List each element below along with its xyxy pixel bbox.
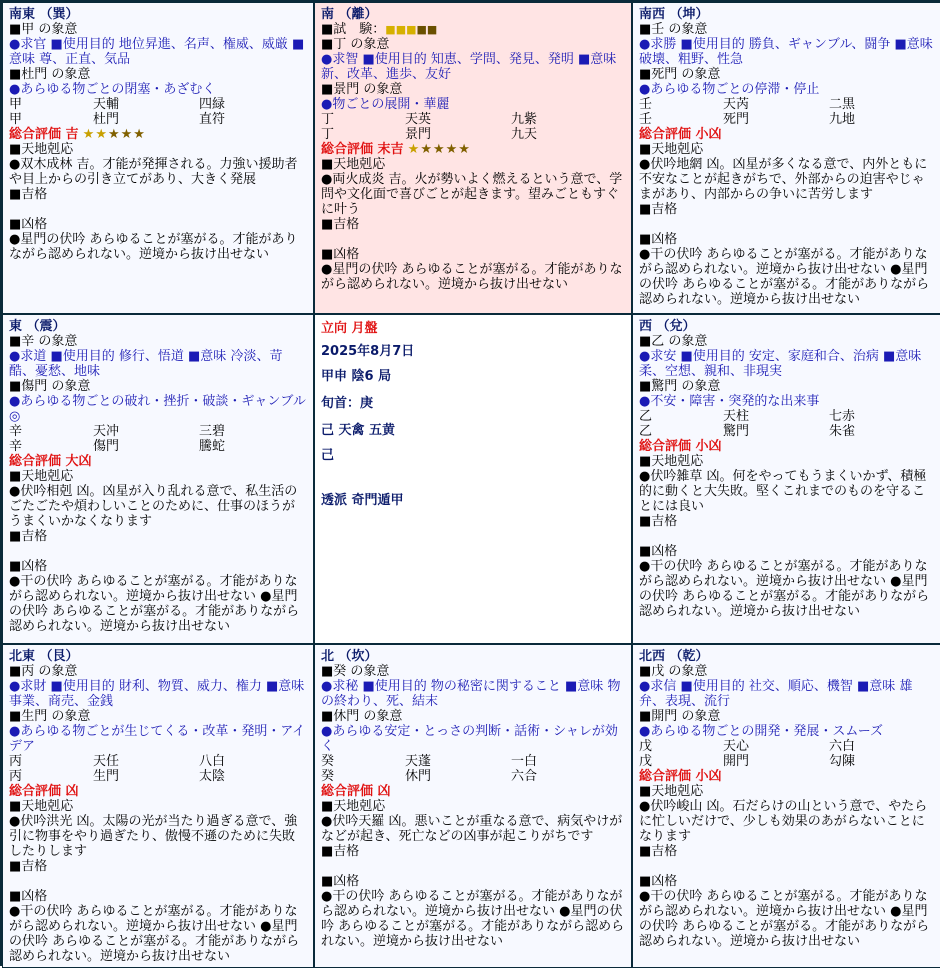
rating-label: 総合評価 小凶 bbox=[639, 127, 722, 142]
rating-stars bbox=[408, 142, 471, 157]
tenchi-desc: ●伏吟雑草 凶。何をやってもうまくいかず、積極的に動くと大失敗。堅くこれまでのものを守ることには良い bbox=[639, 469, 927, 514]
palace-table bbox=[321, 754, 625, 784]
kyo-desc: ●干の伏吟 あらゆることが塞がる。才能がありながら認められない。逆境から抜け出せない ●星門の伏吟 あらゆることが塞がる。才能がありながら認められない。逆境から抜け出せない bbox=[9, 904, 300, 964]
tenchi-desc: ●伏吟地網 凶。凶星が多くなる意で、内外ともに不安なことが起きがちで、外部からの迫害やじゃまがあり、内部からの争いに苦労します bbox=[639, 157, 928, 202]
table-cell: 四緑 bbox=[199, 97, 226, 112]
gate-desc: ●あらゆる物ごとの閉塞・あざむく bbox=[9, 82, 216, 97]
kichi-desc bbox=[321, 859, 625, 874]
tenchi-heading: ■天地剋応 bbox=[9, 142, 74, 157]
table-cell: 二黒 bbox=[829, 97, 856, 112]
tenchi-heading: ■天地剋応 bbox=[9, 799, 74, 814]
table-cell: 甲 bbox=[9, 97, 23, 112]
table-cell: 天芮 bbox=[723, 97, 750, 112]
table-cell: 生門 bbox=[93, 769, 120, 784]
table-cell: 天蓬 bbox=[405, 754, 432, 769]
palace-north bbox=[314, 644, 632, 968]
table-cell: 直符 bbox=[199, 112, 226, 127]
star-filled-icon: ★★ bbox=[82, 127, 108, 142]
kanshi-heading: ■丁 の象意 bbox=[321, 37, 390, 52]
tenchi-desc: ●両火成炎 吉。火が勢いよく燃えるという意で、学問や文化面で喜びごとが起きます。望みごともすぐに叶う bbox=[321, 172, 623, 217]
table-cell: 壬 bbox=[639, 97, 653, 112]
table-cell: 休門 bbox=[405, 769, 432, 784]
table-cell: 杜門 bbox=[93, 112, 120, 127]
kichi-heading: ■吉格 bbox=[9, 859, 48, 874]
gate-heading: ■景門 の象意 bbox=[321, 82, 403, 97]
table-cell: 朱雀 bbox=[829, 424, 856, 439]
board-date: 2025年8月7日 bbox=[321, 344, 415, 359]
table-cell: 天任 bbox=[93, 754, 120, 769]
rating-label: 総合評価 凶 bbox=[321, 784, 391, 799]
palace-southeast bbox=[2, 2, 314, 314]
board-title: 立向 月盤 bbox=[321, 321, 378, 336]
table-cell: 丁 bbox=[321, 127, 335, 142]
table-cell: 天輔 bbox=[93, 97, 120, 112]
rating-row bbox=[9, 127, 307, 142]
kanshi-heading: ■戊 の象意 bbox=[639, 664, 708, 679]
table-cell: 驚門 bbox=[723, 424, 750, 439]
gate-heading: ■休門 の象意 bbox=[321, 709, 403, 724]
center-star: 己 天禽 五黄 bbox=[321, 423, 396, 438]
kichi-desc bbox=[9, 874, 307, 889]
palace-center bbox=[314, 314, 632, 644]
tenchi-desc: ●伏吟峻山 凶。石だらけの山という意で、やたらに忙しいだけで、少しも効果のあがらないことになります bbox=[639, 799, 928, 844]
gate-desc: ●あらゆる物ごとの開発・発展・スムーズ bbox=[639, 724, 884, 739]
rating-label: 総合評価 小凶 bbox=[639, 439, 722, 454]
table-cell: 癸 bbox=[321, 754, 335, 769]
kichi-desc bbox=[321, 232, 625, 247]
kichi-heading: ■吉格 bbox=[639, 202, 678, 217]
palace-title: 北 （坎） bbox=[321, 649, 378, 664]
exam-label: ■試 験： bbox=[321, 22, 386, 37]
table-cell: 天冲 bbox=[93, 424, 120, 439]
palace-title: 南西 （坤） bbox=[639, 7, 709, 22]
palace-title: 北西 （乾） bbox=[639, 649, 709, 664]
rating-label: 総合評価 小凶 bbox=[639, 769, 722, 784]
table-cell: 辛 bbox=[9, 424, 23, 439]
tenchi-heading: ■天地剋応 bbox=[639, 784, 704, 799]
kichi-desc bbox=[9, 544, 307, 559]
table-cell: 丙 bbox=[9, 754, 23, 769]
kichi-desc bbox=[639, 217, 935, 232]
kyo-desc: ●干の伏吟 あらゆることが塞がる。才能がありながら認められない。逆境から抜け出せない ●星門の伏吟 あらゆることが塞がる。才能がありながら認められない。逆境から抜け出せない bbox=[639, 889, 930, 949]
kanshi-desc: ●求信 ■使用目的 社交、順応、機智 ■意味 雄弁、表現、流行 bbox=[639, 679, 913, 709]
table-cell: 九天 bbox=[511, 127, 538, 142]
table-cell: 傷門 bbox=[93, 439, 120, 454]
table-cell: 乙 bbox=[639, 424, 653, 439]
kanshi-desc: ●求道 ■使用目的 修行、悟道 ■意味 冷淡、苛酷、憂愁、地味 bbox=[9, 349, 283, 379]
tenchi-heading: ■天地剋応 bbox=[639, 454, 704, 469]
kanshi-desc: ●求財 ■使用目的 財利、物質、威力、権力 ■意味 事業、商売、金銭 bbox=[9, 679, 305, 709]
table-cell: 六合 bbox=[511, 769, 538, 784]
rating-label: 総合評価 大凶 bbox=[9, 454, 92, 469]
gate-desc: ●あらゆる安定・とっさの判断・話術・シャレが効く bbox=[321, 724, 618, 754]
kanshi-desc: ●求官 ■使用目的 地位昇進、名声、権威、威厳 ■意味 尊、正直、気品 bbox=[9, 37, 305, 67]
kanshi-heading: ■甲 の象意 bbox=[9, 22, 78, 37]
tenchi-heading: ■天地剋応 bbox=[321, 799, 386, 814]
board-school: 透派 奇門遁甲 bbox=[321, 493, 404, 508]
table-cell: 戊 bbox=[639, 754, 653, 769]
palace-west bbox=[632, 314, 940, 644]
gate-desc: ●物ごとの展開・華麗 bbox=[321, 97, 450, 112]
palace-title: 南 （離） bbox=[321, 7, 378, 22]
palace-title: 北東 （艮） bbox=[9, 649, 79, 664]
kanshi-heading: ■壬 の象意 bbox=[639, 22, 708, 37]
table-cell: 景門 bbox=[405, 127, 432, 142]
rating-stars bbox=[83, 127, 146, 142]
star-empty-icon: ★★★ bbox=[107, 127, 146, 142]
table-cell: 甲 bbox=[9, 112, 23, 127]
gate-heading: ■生門 の象意 bbox=[9, 709, 91, 724]
table-cell: 勾陳 bbox=[829, 754, 856, 769]
gate-desc: ●不安・障害・突発的な出来事 bbox=[639, 394, 820, 409]
meter-filled-icon: ■■■ bbox=[385, 23, 417, 36]
palace-title: 東 （震） bbox=[9, 319, 66, 334]
board-shunshu: 旬首：庚 bbox=[321, 396, 374, 411]
table-cell: 七赤 bbox=[829, 409, 856, 424]
table-cell: 癸 bbox=[321, 769, 335, 784]
rating-row bbox=[321, 142, 625, 157]
kanshi-desc: ●求智 ■使用目的 知恵、学問、発見、発明 ■意味 新、改革、進歩、友好 bbox=[321, 52, 617, 82]
table-cell: 開門 bbox=[723, 754, 750, 769]
kyo-heading: ■凶格 bbox=[9, 889, 48, 904]
palace-southwest bbox=[632, 2, 940, 314]
gate-desc: ●あらゆる物ごとの破れ・挫折・破談・ギャンブル◎ bbox=[9, 394, 306, 424]
tenchi-desc: ●伏吟洪光 凶。太陽の光が当たり過ぎる意で、強引に物事をやり過ぎたり、傲慢不遜のために失敗したりします bbox=[9, 814, 298, 859]
tenchi-heading: ■天地剋応 bbox=[639, 142, 704, 157]
gate-desc: ●あらゆる物ごとが生じてくる・改革・発明・アイデア bbox=[9, 724, 306, 754]
gate-heading: ■死門 の象意 bbox=[639, 67, 721, 82]
rating-label: 総合評価 吉 bbox=[9, 127, 79, 142]
kyo-heading: ■凶格 bbox=[639, 874, 678, 889]
star-empty-icon: ★★★★ bbox=[420, 142, 471, 157]
gate-heading: ■傷門 の象意 bbox=[9, 379, 91, 394]
palace-table bbox=[9, 424, 307, 454]
kanshi-heading: ■乙 の象意 bbox=[639, 334, 708, 349]
kyo-heading: ■凶格 bbox=[639, 232, 678, 247]
tenchi-desc: ●伏吟天羅 凶。悪いことが重なる意で、病気やけがなどが起き、死亡などの凶事が起こりがちです bbox=[321, 814, 623, 844]
palace-northwest bbox=[632, 644, 940, 968]
meter-empty-icon: ■■ bbox=[416, 23, 438, 36]
tenchi-desc: ●伏吟相剋 凶。凶星が入り乱れる意で、私生活のごたごたや煩わしいことのために、仕事のほうがうまくいかなくなります bbox=[9, 484, 298, 529]
kyo-desc: ●星門の伏吟 あらゆることが塞がる。才能がありながら認められない。逆境から抜け出せない bbox=[9, 232, 298, 262]
gate-heading: ■開門 の象意 bbox=[639, 709, 721, 724]
kyo-desc: ●干の伏吟 あらゆることが塞がる。才能がありながら認められない。逆境から抜け出せない ●星門の伏吟 あらゆることが塞がる。才能がありながら認められない。逆境から抜け出せない bbox=[639, 559, 930, 619]
table-cell: 丁 bbox=[321, 112, 335, 127]
tenchi-heading: ■天地剋応 bbox=[9, 469, 74, 484]
table-cell: 九地 bbox=[829, 112, 856, 127]
kanshi-desc: ●求勝 ■使用目的 勝負、ギャンブル、闘争 ■意味 破壊、粗野、性急 bbox=[639, 37, 933, 67]
kichi-heading: ■吉格 bbox=[9, 187, 48, 202]
table-cell: 六白 bbox=[829, 739, 856, 754]
table-cell: 太陰 bbox=[199, 769, 226, 784]
kanshi-heading: ■丙 の象意 bbox=[9, 664, 78, 679]
palace-south bbox=[314, 2, 632, 314]
table-cell: 辛 bbox=[9, 439, 23, 454]
table-cell: 天心 bbox=[723, 739, 750, 754]
kanshi-desc: ●求安 ■使用目的 安定、家庭和合、治病 ■意味 柔、空想、親和、非現実 bbox=[639, 349, 922, 379]
table-cell: 一白 bbox=[511, 754, 538, 769]
table-cell: 死門 bbox=[723, 112, 750, 127]
rating-label: 総合評価 末吉 bbox=[321, 142, 404, 157]
exam-row bbox=[321, 22, 625, 37]
table-cell: 乙 bbox=[639, 409, 653, 424]
table-cell: 九紫 bbox=[511, 112, 538, 127]
palace-title: 南東 （巽） bbox=[9, 7, 79, 22]
palace-table bbox=[321, 112, 625, 142]
kichi-heading: ■吉格 bbox=[321, 844, 360, 859]
kichi-desc bbox=[639, 529, 935, 544]
table-cell: 天柱 bbox=[723, 409, 750, 424]
kyo-desc: ●星門の伏吟 あらゆることが塞がる。才能がありながら認められない。逆境から抜け出せない bbox=[321, 262, 623, 292]
kyo-heading: ■凶格 bbox=[639, 544, 678, 559]
kyo-heading: ■凶格 bbox=[9, 559, 48, 574]
gate-heading: ■驚門 の象意 bbox=[639, 379, 721, 394]
palace-table bbox=[639, 739, 935, 769]
table-cell: 丙 bbox=[9, 769, 23, 784]
kichi-desc bbox=[639, 859, 935, 874]
board-kyoku: 甲申 陰6 局 bbox=[321, 369, 392, 384]
kyo-heading: ■凶格 bbox=[321, 874, 360, 889]
palace-table bbox=[639, 409, 935, 439]
star-filled-icon: ★ bbox=[407, 142, 421, 157]
kichi-desc bbox=[9, 202, 307, 217]
table-cell: 三碧 bbox=[199, 424, 226, 439]
center-stem: 己 bbox=[321, 448, 335, 463]
palace-table bbox=[9, 754, 307, 784]
table-cell: 戊 bbox=[639, 739, 653, 754]
palace-northeast bbox=[2, 644, 314, 968]
kichi-heading: ■吉格 bbox=[639, 844, 678, 859]
gate-desc: ●あらゆる物ごとの停滞・停止 bbox=[639, 82, 820, 97]
table-cell: 八白 bbox=[199, 754, 226, 769]
kyo-desc: ●干の伏吟 あらゆることが塞がる。才能がありながら認められない。逆境から抜け出せない ●星門の伏吟 あらゆることが塞がる。才能がありながら認められない。逆境から抜け出せない bbox=[639, 247, 930, 307]
table-cell: 天英 bbox=[405, 112, 432, 127]
kanshi-heading: ■辛 の象意 bbox=[9, 334, 78, 349]
tenchi-heading: ■天地剋応 bbox=[321, 157, 386, 172]
palace-east bbox=[2, 314, 314, 644]
palace-table bbox=[9, 97, 307, 127]
kichi-heading: ■吉格 bbox=[639, 514, 678, 529]
rating-label: 総合評価 凶 bbox=[9, 784, 79, 799]
kichi-heading: ■吉格 bbox=[321, 217, 360, 232]
kyo-desc: ●干の伏吟 あらゆることが塞がる。才能がありながら認められない。逆境から抜け出せない ●星門の伏吟 あらゆることが塞がる。才能がありながら認められない。逆境から抜け出せない bbox=[321, 889, 625, 949]
kanshi-heading: ■癸 の象意 bbox=[321, 664, 390, 679]
gate-heading: ■杜門 の象意 bbox=[9, 67, 91, 82]
kyo-desc: ●干の伏吟 あらゆることが塞がる。才能がありながら認められない。逆境から抜け出せない ●星門の伏吟 あらゆることが塞がる。才能がありながら認められない。逆境から抜け出せない bbox=[9, 574, 300, 634]
kyo-heading: ■凶格 bbox=[9, 217, 48, 232]
exam-meter bbox=[385, 23, 437, 36]
tenchi-desc: ●双木成林 吉。才能が発揮される。力強い援助者や目上からの引き立てがあり、大きく発展 bbox=[9, 157, 298, 187]
table-cell: 壬 bbox=[639, 112, 653, 127]
kanshi-desc: ●求秘 ■使用目的 物の秘密に関すること ■意味 物の終わり、死、結末 bbox=[321, 679, 621, 709]
kichi-heading: ■吉格 bbox=[9, 529, 48, 544]
kyo-heading: ■凶格 bbox=[321, 247, 360, 262]
palace-table bbox=[639, 97, 935, 127]
palace-title: 西 （兌） bbox=[639, 319, 696, 334]
table-cell: 騰蛇 bbox=[199, 439, 226, 454]
